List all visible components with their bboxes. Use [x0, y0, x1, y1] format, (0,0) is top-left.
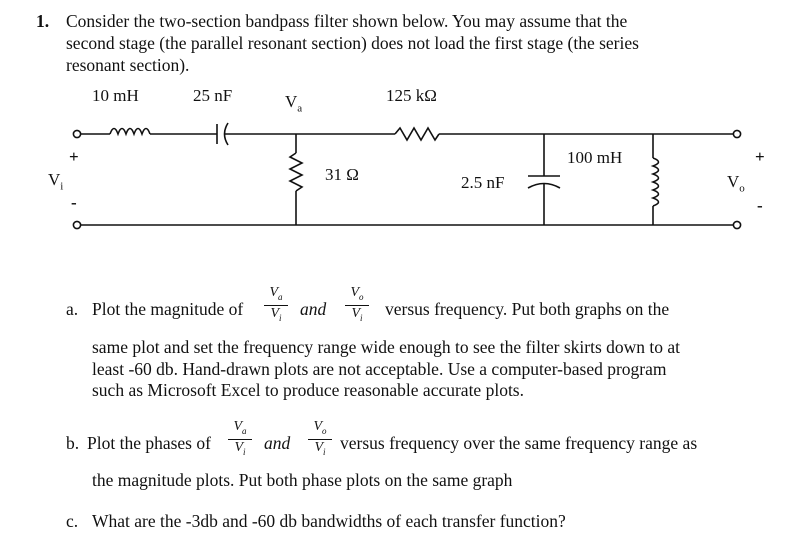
part-c-text: What are the -3db and -60 db bandwidths of each transfer function? — [92, 511, 566, 531]
part-a-line-2: least -60 db. Hand-drawn plots are not acceptable. Use a computer-based program — [92, 359, 667, 379]
label-resistor-31ohm: 31 Ω — [325, 165, 359, 184]
part-b-pre: Plot the phases of — [87, 433, 211, 453]
input-terminal-top — [73, 130, 80, 137]
fraction-va-vi: $V_a$ $V_i$ — [264, 286, 288, 325]
problem-number: 1. — [36, 11, 50, 31]
label-vout: $V_o$ — [727, 172, 745, 195]
intro-line-2: second stage (the parallel resonant section) does not load the first stage (the series — [66, 33, 639, 53]
part-a-line-3: such as Microsoft Excel to produce reasonable accurate plots. — [92, 380, 524, 400]
part-c-label: c. — [66, 511, 79, 531]
inductor-100mh — [653, 158, 659, 206]
intro-line-1: Consider the two-section bandpass filter shown below. You may assume that the — [66, 11, 628, 31]
vout-minus: - — [757, 196, 763, 215]
resistor-125k — [395, 128, 439, 140]
label-inductor-100mh: 100 mH — [567, 148, 623, 167]
resistor-31ohm — [290, 153, 302, 191]
label-capacitor-25nf: 25 nF — [193, 86, 233, 105]
fraction-va-vi-b: $V_a$ $V_i$ — [228, 420, 252, 459]
part-b-line-2: the magnitude plots. Put both phase plots on the same graph — [92, 470, 513, 490]
vout-plus: + — [755, 147, 765, 166]
vin-plus: + — [69, 147, 79, 166]
label-inductor-10mh: 10 mH — [92, 86, 139, 105]
vin-minus: - — [71, 193, 77, 212]
fraction-vo-vi: $V_o$ $V_i$ — [345, 286, 369, 325]
label-capacitor-2p5nf: 2.5 nF — [461, 173, 505, 192]
label-resistor-125k: 125 kΩ — [386, 86, 437, 105]
part-b-label: b. — [66, 433, 80, 453]
part-a-line-1: same plot and set the frequency range wide enough to see the filter skirts down to at — [92, 337, 681, 357]
fraction-vo-vi-b: $V_o$ $V_i$ — [308, 420, 332, 459]
inductor-10mh — [110, 129, 150, 135]
input-terminal-bottom — [73, 221, 80, 228]
part-a-and: and — [300, 299, 327, 319]
part-b-post: versus frequency over the same frequency range as — [340, 433, 698, 453]
part-a-pre: Plot the magnitude of — [92, 299, 244, 319]
intro-line-3: resonant section). — [66, 55, 190, 75]
label-node-va: $V_a$ — [285, 92, 303, 115]
output-terminal-bottom — [733, 221, 740, 228]
output-terminal-top — [733, 130, 740, 137]
label-vin: $V_i$ — [48, 170, 64, 193]
part-a-post: versus frequency. Put both graphs on the — [385, 299, 670, 319]
part-b-and: and — [264, 433, 291, 453]
part-a-label: a. — [66, 299, 79, 319]
